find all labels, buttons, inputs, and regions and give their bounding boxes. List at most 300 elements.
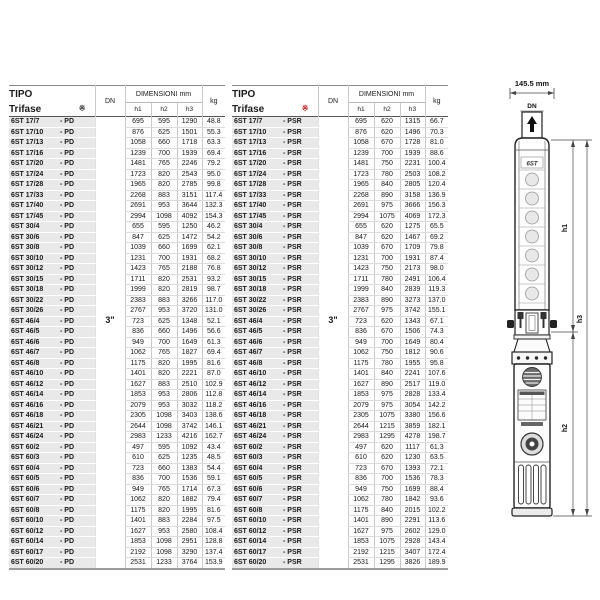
kg-cell: 78.3 (425, 474, 448, 485)
dn-cell (318, 127, 348, 138)
kg-cell: 117.0 (202, 295, 225, 306)
model-cell: 6ST 46/4 - PSR (232, 316, 318, 327)
cable-clamp-right (550, 320, 557, 328)
h1-cell: 2383 (125, 295, 151, 306)
table-row (9, 537, 225, 548)
h3-cell: 3032 (177, 400, 202, 411)
dn-cell (95, 253, 125, 264)
dn-cell (95, 148, 125, 159)
h3-cell: 1393 (400, 463, 425, 474)
kg-cell: 99.8 (202, 180, 225, 191)
kg-cell: 162.7 (202, 432, 225, 443)
model-cell: 6ST 60/3 - PSR (232, 453, 318, 464)
h1-cell: 2383 (348, 295, 374, 306)
kg-cell: 112.8 (202, 390, 225, 401)
h1-cell: 1062 (348, 348, 374, 359)
h1-cell: 695 (125, 117, 151, 128)
h2-cell: 700 (151, 337, 177, 348)
h1-cell: 847 (125, 232, 151, 243)
h1-cell: 1175 (348, 358, 374, 369)
h3-cell: 4216 (177, 432, 202, 443)
h1-cell: 1965 (348, 180, 374, 191)
h1-cell: 1711 (125, 274, 151, 285)
col-header-h2: h2 (151, 103, 177, 117)
h1-cell: 1627 (348, 379, 374, 390)
brand-logo (523, 368, 542, 387)
h2-cell: 1075 (374, 537, 400, 548)
dn-cell (95, 474, 125, 485)
model-cell: 6ST 17/40 - PD (9, 201, 95, 212)
dn-cell (95, 463, 125, 474)
pump-series-label: 6ST (526, 161, 538, 168)
h3-cell: 3158 (400, 190, 425, 201)
col-header-dn: DN (318, 86, 348, 117)
table-row (232, 190, 448, 201)
h2-cell: 890 (374, 516, 400, 527)
h1-cell: 2079 (125, 400, 151, 411)
dn-cell (318, 537, 348, 548)
h1-cell: 1062 (125, 495, 151, 506)
h1-cell: 1723 (348, 169, 374, 180)
kg-cell: 142.2 (425, 400, 448, 411)
model-cell: 6ST 30/22 - PSR (232, 295, 318, 306)
dn-cell (318, 474, 348, 485)
kg-cell: 102.2 (425, 505, 448, 516)
table-row (232, 474, 448, 485)
model-cell: 6ST 46/16 - PSR (232, 400, 318, 411)
model-cell: 6ST 46/21 - PD (9, 421, 95, 432)
model-cell: 6ST 60/2 - PD (9, 442, 95, 453)
kg-cell: 189.9 (425, 558, 448, 569)
model-cell: 6ST 60/20 - PSR (232, 558, 318, 569)
h3-cell: 1250 (177, 222, 202, 233)
h3-cell: 2602 (400, 526, 425, 537)
table-row (232, 337, 448, 348)
col-header-trifase: Trifase ※ (9, 103, 86, 115)
h3-cell: 3151 (177, 190, 202, 201)
dn-cell (318, 516, 348, 527)
dn-cell (318, 453, 348, 464)
kg-cell: 48.8 (202, 117, 225, 128)
model-cell: 6ST 60/8 - PD (9, 505, 95, 516)
h2-cell: 670 (374, 243, 400, 254)
table-row (9, 211, 225, 222)
kg-cell: 87.4 (425, 253, 448, 264)
table-row (9, 127, 225, 138)
kg-cell: 43.4 (202, 442, 225, 453)
h3-cell: 3403 (177, 411, 202, 422)
table-row (232, 232, 448, 243)
model-cell: 6ST 17/20 - PSR (232, 159, 318, 170)
motor-coupling (512, 335, 552, 364)
h3-cell: 2015 (400, 505, 425, 516)
h2-cell: 840 (374, 285, 400, 296)
model-cell: 6ST 46/24 - PD (9, 432, 95, 443)
dn-cell (318, 421, 348, 432)
table-row (9, 526, 225, 537)
dn-cell (318, 180, 348, 191)
h3-cell: 1649 (177, 337, 202, 348)
h2-cell: 820 (151, 505, 177, 516)
table-row (9, 253, 225, 264)
model-cell: 6ST 46/4 - PD (9, 316, 95, 327)
model-cell: 6ST 17/13 - PSR (232, 138, 318, 149)
h2-cell: 820 (151, 369, 177, 380)
h3-cell: 1536 (177, 474, 202, 485)
table-row (9, 358, 225, 369)
dn-cell (95, 484, 125, 495)
kg-cell: 118.2 (202, 400, 225, 411)
h2-cell: 820 (151, 495, 177, 506)
h2-cell: 1098 (151, 421, 177, 432)
model-cell: 6ST 46/6 - PD (9, 337, 95, 348)
table-row (9, 442, 225, 453)
model-cell: 6ST 17/40 - PSR (232, 201, 318, 212)
h1-cell: 2268 (348, 190, 374, 201)
h1-cell: 2983 (348, 432, 374, 443)
kg-cell: 182.1 (425, 421, 448, 432)
h2-cell: 660 (151, 138, 177, 149)
kg-cell: 63.5 (425, 453, 448, 464)
kg-cell: 81.6 (202, 358, 225, 369)
dn-cell (318, 432, 348, 443)
model-cell: 6ST 30/6 - PSR (232, 232, 318, 243)
kg-cell: 88.4 (425, 484, 448, 495)
h2-dimension-label: h2 (562, 423, 569, 433)
cable-clamp-left (507, 320, 514, 328)
h2-cell: 620 (374, 222, 400, 233)
table-row (232, 495, 448, 506)
kg-cell: 120.4 (425, 180, 448, 191)
kg-cell: 136.9 (425, 190, 448, 201)
table-row (9, 516, 225, 527)
h3-cell: 1955 (400, 358, 425, 369)
kg-cell: 95.0 (202, 169, 225, 180)
h2-cell: 1098 (151, 547, 177, 558)
h3-cell: 1230 (400, 453, 425, 464)
h2-cell: 1295 (374, 558, 400, 569)
model-cell: 6ST 46/21 - PSR (232, 421, 318, 432)
h1-cell: 1481 (348, 159, 374, 170)
h2-cell: 660 (151, 463, 177, 474)
h1-cell: 1058 (125, 138, 151, 149)
h2-cell: 1295 (374, 432, 400, 443)
dn-cell (95, 295, 125, 306)
dn-cell (95, 432, 125, 443)
table-row (9, 285, 225, 296)
model-cell: 6ST 46/6 - PSR (232, 337, 318, 348)
h2-cell: 1215 (374, 547, 400, 558)
dn-cell (95, 421, 125, 432)
h3-cell: 2241 (400, 369, 425, 380)
h2-cell: 625 (151, 127, 177, 138)
dn-cell (318, 295, 348, 306)
model-cell: 6ST 60/10 - PSR (232, 516, 318, 527)
h3-cell: 2806 (177, 390, 202, 401)
kg-cell: 138.6 (202, 411, 225, 422)
dn-cell (318, 148, 348, 159)
table-row (9, 411, 225, 422)
dn-cell (95, 337, 125, 348)
kg-cell: 70.3 (425, 127, 448, 138)
model-cell: 6ST 60/6 - PD (9, 484, 95, 495)
h1-cell: 1401 (125, 516, 151, 527)
h1-cell: 1039 (125, 243, 151, 254)
h3-cell: 2188 (177, 264, 202, 275)
h1-cell: 876 (125, 127, 151, 138)
h1-cell: 1423 (348, 264, 374, 275)
h1-cell: 1039 (348, 243, 374, 254)
model-cell: 6ST 30/26 - PSR (232, 306, 318, 317)
h3-cell: 1343 (400, 316, 425, 327)
dn-value: 3" (328, 315, 338, 325)
kg-cell: 98.0 (425, 264, 448, 275)
table-row (9, 201, 225, 212)
h3-dimension-label: h3 (577, 314, 584, 324)
dn-cell (318, 169, 348, 180)
h1-cell: 949 (348, 337, 374, 348)
h2-cell: 620 (374, 453, 400, 464)
kg-cell: 119.3 (425, 285, 448, 296)
h3-cell: 1699 (400, 484, 425, 495)
kg-cell: 154.3 (202, 211, 225, 222)
footnote-mark: ※ (301, 103, 309, 113)
table-row (232, 243, 448, 254)
model-cell: 6ST 17/16 - PSR (232, 148, 318, 159)
dn-cell (318, 369, 348, 380)
dn-cell (95, 285, 125, 296)
kg-cell: 95.8 (425, 358, 448, 369)
h2-cell: 595 (151, 117, 177, 128)
h3-cell: 2543 (177, 169, 202, 180)
h2-cell: 670 (374, 327, 400, 338)
table-row (9, 148, 225, 159)
h3-cell: 4278 (400, 432, 425, 443)
h1-cell: 2983 (125, 432, 151, 443)
h3-cell: 2819 (177, 285, 202, 296)
h3-cell: 3407 (400, 547, 425, 558)
dn-cell (318, 526, 348, 537)
model-cell: 6ST 17/10 - PD (9, 127, 95, 138)
model-cell: 6ST 30/26 - PD (9, 306, 95, 317)
h2-cell: 1233 (151, 432, 177, 443)
dn-cell (95, 369, 125, 380)
h1-cell: 2994 (125, 211, 151, 222)
dn-cell (95, 505, 125, 516)
h3-cell: 1718 (177, 138, 202, 149)
kg-cell: 172.4 (425, 547, 448, 558)
kg-cell: 67.3 (202, 484, 225, 495)
h2-cell: 780 (374, 274, 400, 285)
model-cell: 6ST 17/33 - PD (9, 190, 95, 201)
model-cell: 6ST 60/2 - PSR (232, 442, 318, 453)
h1-cell: 2192 (348, 547, 374, 558)
col-header-h3: h3 (177, 103, 202, 117)
h2-cell: 765 (151, 348, 177, 359)
table-row (232, 421, 448, 432)
table-row (232, 159, 448, 170)
dn-cell (318, 411, 348, 422)
dn-cell (318, 484, 348, 495)
h2-cell: 953 (151, 400, 177, 411)
kg-cell: 54.4 (202, 463, 225, 474)
model-cell: 6ST 46/12 - PD (9, 379, 95, 390)
table-row (9, 484, 225, 495)
h3-cell: 1995 (177, 505, 202, 516)
h3-cell: 3380 (400, 411, 425, 422)
h2-cell: 953 (151, 306, 177, 317)
model-cell: 6ST 30/10 - PSR (232, 253, 318, 264)
h1-cell: 1853 (348, 537, 374, 548)
h3-cell: 3859 (400, 421, 425, 432)
h2-cell: 765 (151, 264, 177, 275)
h3-cell: 1939 (177, 148, 202, 159)
h3-cell: 3720 (177, 306, 202, 317)
h3-cell: 1931 (177, 253, 202, 264)
table-row (232, 432, 448, 443)
model-cell: 6ST 30/10 - PD (9, 253, 95, 264)
h3-cell: 1842 (400, 495, 425, 506)
model-cell: 6ST 46/18 - PSR (232, 411, 318, 422)
h1-cell: 949 (125, 484, 151, 495)
h1-cell: 1239 (125, 148, 151, 159)
kg-cell: 79.8 (425, 243, 448, 254)
model-cell: 6ST 60/17 - PD (9, 547, 95, 558)
dn-cell (318, 253, 348, 264)
dn-cell (95, 558, 125, 569)
h2-cell: 975 (374, 201, 400, 212)
h1-cell: 2994 (348, 211, 374, 222)
kg-cell: 172.3 (425, 211, 448, 222)
table-row (9, 495, 225, 506)
kg-cell: 106.4 (425, 274, 448, 285)
model-cell: 6ST 17/24 - PSR (232, 169, 318, 180)
h1-cell: 1723 (125, 169, 151, 180)
h1-cell: 1853 (125, 537, 151, 548)
col-header-trifase: Trifase ※ (232, 103, 309, 115)
h1-cell: 2767 (125, 306, 151, 317)
h3-cell: 1467 (400, 232, 425, 243)
h3-cell: 1472 (177, 232, 202, 243)
h1-cell: 836 (348, 327, 374, 338)
h1-cell: 723 (125, 463, 151, 474)
h1-cell: 1401 (348, 516, 374, 527)
h3-cell: 2221 (177, 369, 202, 380)
model-cell: 6ST 60/17 - PSR (232, 547, 318, 558)
h3-cell: 2173 (400, 264, 425, 275)
h1-cell: 1062 (348, 495, 374, 506)
kg-cell: 46.2 (202, 222, 225, 233)
kg-cell: 79.4 (202, 495, 225, 506)
pump-casing (515, 138, 549, 310)
kg-cell: 79.2 (202, 159, 225, 170)
h2-cell: 780 (374, 358, 400, 369)
h1-dimension-label: h1 (562, 223, 569, 233)
model-cell: 6ST 60/10 - PD (9, 516, 95, 527)
h3-cell: 2785 (177, 180, 202, 191)
h1-cell: 1853 (125, 390, 151, 401)
model-cell: 6ST 17/28 - PD (9, 180, 95, 191)
dn-cell (95, 159, 125, 170)
model-cell: 6ST 30/18 - PD (9, 285, 95, 296)
dn-cell (95, 264, 125, 275)
kg-cell: 63.3 (202, 138, 225, 149)
h2-cell: 1098 (151, 211, 177, 222)
h1-cell: 1401 (125, 369, 151, 380)
model-cell: 6ST 17/16 - PD (9, 148, 95, 159)
h2-cell: 670 (374, 463, 400, 474)
h2-cell: 1075 (374, 411, 400, 422)
kg-cell: 59.1 (202, 474, 225, 485)
h3-cell: 2510 (177, 379, 202, 390)
table-row (232, 516, 448, 527)
kg-cell: 69.4 (202, 348, 225, 359)
h3-cell: 1939 (400, 148, 425, 159)
table-row (9, 558, 225, 569)
dn-cell (318, 337, 348, 348)
dn-cell (95, 274, 125, 285)
width-dimension-line (510, 88, 554, 99)
kg-cell: 113.6 (425, 516, 448, 527)
kg-cell: 143.4 (425, 537, 448, 548)
h3-cell: 1882 (177, 495, 202, 506)
model-cell: 6ST 30/22 - PD (9, 295, 95, 306)
model-cell: 6ST 60/14 - PSR (232, 537, 318, 548)
h2-cell: 700 (374, 337, 400, 348)
model-cell: 6ST 60/3 - PD (9, 453, 95, 464)
table-row (9, 400, 225, 411)
table-row (232, 211, 448, 222)
table-row (232, 285, 448, 296)
dn-cell (95, 190, 125, 201)
cable-gland (521, 433, 543, 455)
dn-port-label: DN (527, 103, 537, 110)
dn-cell (318, 400, 348, 411)
h3-cell: 1348 (177, 316, 202, 327)
h3-cell: 1931 (400, 253, 425, 264)
table-row (232, 127, 448, 138)
h2-cell: 883 (151, 190, 177, 201)
pump-drawing (456, 72, 600, 532)
kg-cell: 88.6 (425, 148, 448, 159)
model-cell: 6ST 60/7 - PSR (232, 495, 318, 506)
table-row (9, 379, 225, 390)
model-cell: 6ST 17/45 - PD (9, 211, 95, 222)
h3-cell: 2951 (177, 537, 202, 548)
kg-cell: 54.2 (202, 232, 225, 243)
model-cell: 6ST 46/24 - PSR (232, 432, 318, 443)
h1-cell: 949 (125, 337, 151, 348)
h2-cell: 840 (374, 505, 400, 516)
kg-cell: 108.4 (202, 526, 225, 537)
table-row (232, 222, 448, 233)
kg-cell: 146.1 (202, 421, 225, 432)
dn-cell (95, 243, 125, 254)
h3-cell: 3273 (400, 295, 425, 306)
h3-cell: 1383 (177, 463, 202, 474)
table-row (232, 369, 448, 380)
h2-cell: 660 (151, 243, 177, 254)
kg-cell: 76.8 (202, 264, 225, 275)
h2-cell: 700 (151, 148, 177, 159)
h3-cell: 4069 (400, 211, 425, 222)
h1-cell: 1627 (348, 526, 374, 537)
h1-cell: 1965 (125, 180, 151, 191)
h3-cell: 2531 (177, 274, 202, 285)
kg-cell: 117.4 (202, 190, 225, 201)
table-row (9, 369, 225, 380)
h3-cell: 1496 (400, 127, 425, 138)
